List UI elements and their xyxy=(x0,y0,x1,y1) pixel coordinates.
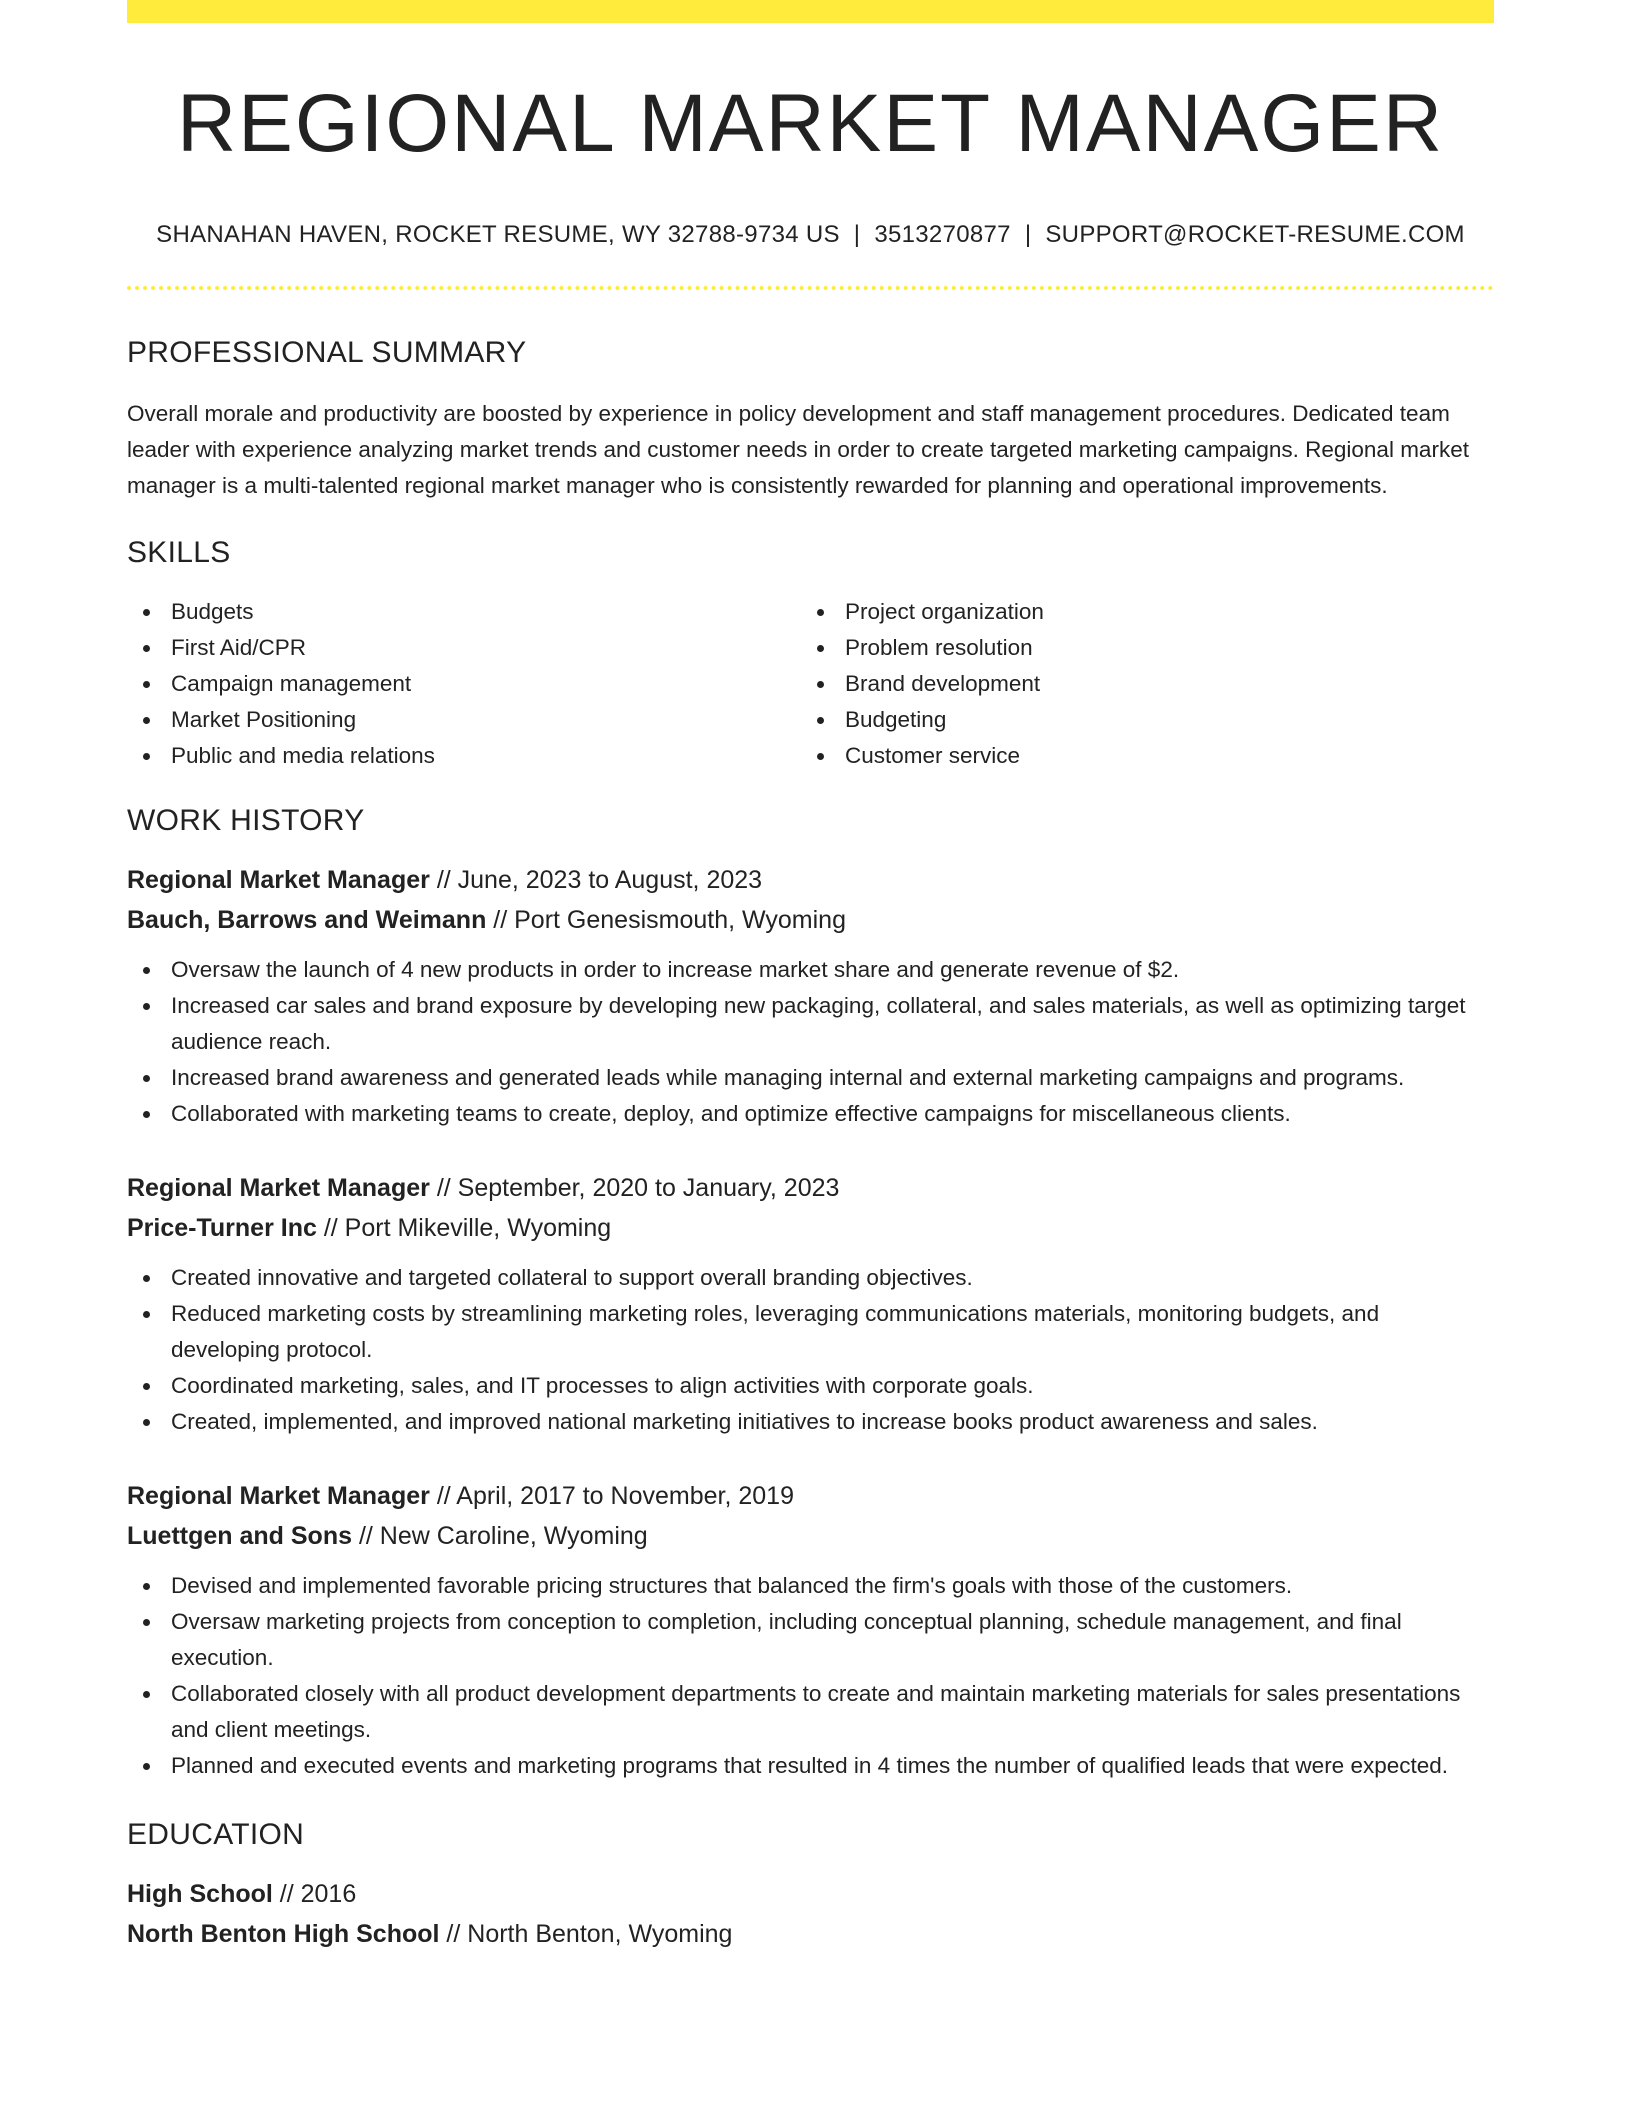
contact-line xyxy=(127,221,1494,249)
skill-item: Customer service xyxy=(801,738,1475,774)
education-degree: High School xyxy=(127,1880,273,1909)
job-dates: // September, 2020 to January, 2023 xyxy=(436,1174,840,1203)
skill-item: Problem resolution xyxy=(801,630,1475,666)
education-heading: EDUCATION xyxy=(127,1818,305,1852)
job-entry xyxy=(127,1168,1494,1440)
work-history-heading: WORK HISTORY xyxy=(127,804,365,838)
job-location: // New Caroline, Wyoming xyxy=(358,1522,648,1551)
job-bullet: Collaborated closely with all product development departments to create and maintain marketing materials for sales presentations and client meetings. xyxy=(127,1676,1494,1748)
education-degree-line xyxy=(127,1874,1494,1914)
job-role: Regional Market Manager xyxy=(127,866,430,895)
job-entry xyxy=(127,1476,1494,1784)
job-role: Regional Market Manager xyxy=(127,1482,430,1511)
skill-item: Public and media relations xyxy=(127,738,801,774)
education-school-line xyxy=(127,1914,1494,1954)
skills-heading: SKILLS xyxy=(127,536,231,570)
job-bullet: Collaborated with marketing teams to create, deploy, and optimize effective campaigns for miscellaneous clients. xyxy=(127,1096,1494,1132)
summary-text: Overall morale and productivity are boosted by experience in policy development and staff management procedures. Dedicated team leader with experience analyzing market trends and customer needs in order to create targeted marketing campaigns. Regional market manager is a multi-talented regional market manager who is consistently rewarded for planning and operational improvements. xyxy=(127,401,1469,499)
resume-page xyxy=(127,0,1494,1954)
contact-phone: 3513270877 xyxy=(874,221,1011,249)
job-bullet: Coordinated marketing, sales, and IT processes to align activities with corporate goals. xyxy=(127,1368,1494,1404)
job-company: Luettgen and Sons xyxy=(127,1522,352,1551)
skill-item: Campaign management xyxy=(127,666,801,702)
job-title-line xyxy=(127,1168,1494,1208)
job-bullet: Increased brand awareness and generated leads while managing internal and external marketing campaigns and programs. xyxy=(127,1060,1494,1096)
job-dates: // April, 2017 to November, 2019 xyxy=(436,1482,794,1511)
job-company-line xyxy=(127,1208,1494,1248)
skill-item: First Aid/CPR xyxy=(127,630,801,666)
job-entry xyxy=(127,860,1494,1132)
job-company: Price-Turner Inc xyxy=(127,1214,317,1243)
skill-item: Project organization xyxy=(801,594,1475,630)
job-bullet: Oversaw marketing projects from conception to completion, including conceptual planning, schedule management, and final execution. xyxy=(127,1604,1494,1676)
job-bullet: Devised and implemented favorable pricing structures that balanced the firm's goals with those of the customers. xyxy=(127,1568,1494,1604)
skills-column-left xyxy=(127,594,801,774)
resume-name: REGIONAL MARKET MANAGER xyxy=(176,78,1445,169)
education-entry xyxy=(127,1874,1494,1954)
job-bullet: Created, implemented, and improved national marketing initiatives to increase books product awareness and sales. xyxy=(127,1404,1494,1440)
job-bullets xyxy=(127,952,1494,1132)
job-location: // Port Mikeville, Wyoming xyxy=(323,1214,612,1243)
summary-heading: PROFESSIONAL SUMMARY xyxy=(127,336,527,370)
job-title-line xyxy=(127,1476,1494,1516)
contact-address: SHANAHAN HAVEN, ROCKET RESUME, WY 32788-9734 US xyxy=(156,221,840,249)
top-accent-bar xyxy=(127,0,1494,23)
job-company-line xyxy=(127,1516,1494,1556)
job-bullets xyxy=(127,1260,1494,1440)
job-role: Regional Market Manager xyxy=(127,1174,430,1203)
job-location: // Port Genesismouth, Wyoming xyxy=(493,906,846,935)
education-school: North Benton High School xyxy=(127,1920,440,1949)
contact-separator: | xyxy=(853,221,861,249)
job-company: Bauch, Barrows and Weimann xyxy=(127,906,487,935)
education-year: // 2016 xyxy=(279,1880,357,1909)
skills-column-right xyxy=(801,594,1475,774)
skills-list xyxy=(127,594,1494,774)
education-location: // North Benton, Wyoming xyxy=(446,1920,733,1949)
skill-item: Brand development xyxy=(801,666,1475,702)
job-bullets xyxy=(127,1568,1494,1784)
contact-separator: | xyxy=(1024,221,1032,249)
job-bullet: Oversaw the launch of 4 new products in order to increase market share and generate revenue of $2. xyxy=(127,952,1494,988)
job-bullet: Created innovative and targeted collateral to support overall branding objectives. xyxy=(127,1260,1494,1296)
contact-email: SUPPORT@ROCKET-RESUME.COM xyxy=(1045,221,1465,249)
job-dates: // June, 2023 to August, 2023 xyxy=(436,866,763,895)
job-bullet: Increased car sales and brand exposure by developing new packaging, collateral, and sales materials, as well as optimizing target audience reach. xyxy=(127,988,1494,1060)
skill-item: Budgets xyxy=(127,594,801,630)
job-bullet: Planned and executed events and marketing programs that resulted in 4 times the number of qualified leads that were expected. xyxy=(127,1748,1494,1784)
job-bullet: Reduced marketing costs by streamlining marketing roles, leveraging communications materials, monitoring budgets, and developing protocol. xyxy=(127,1296,1494,1368)
skill-item: Market Positioning xyxy=(127,702,801,738)
job-company-line xyxy=(127,900,1494,940)
skill-item: Budgeting xyxy=(801,702,1475,738)
dotted-divider xyxy=(127,286,1494,290)
job-title-line xyxy=(127,860,1494,900)
